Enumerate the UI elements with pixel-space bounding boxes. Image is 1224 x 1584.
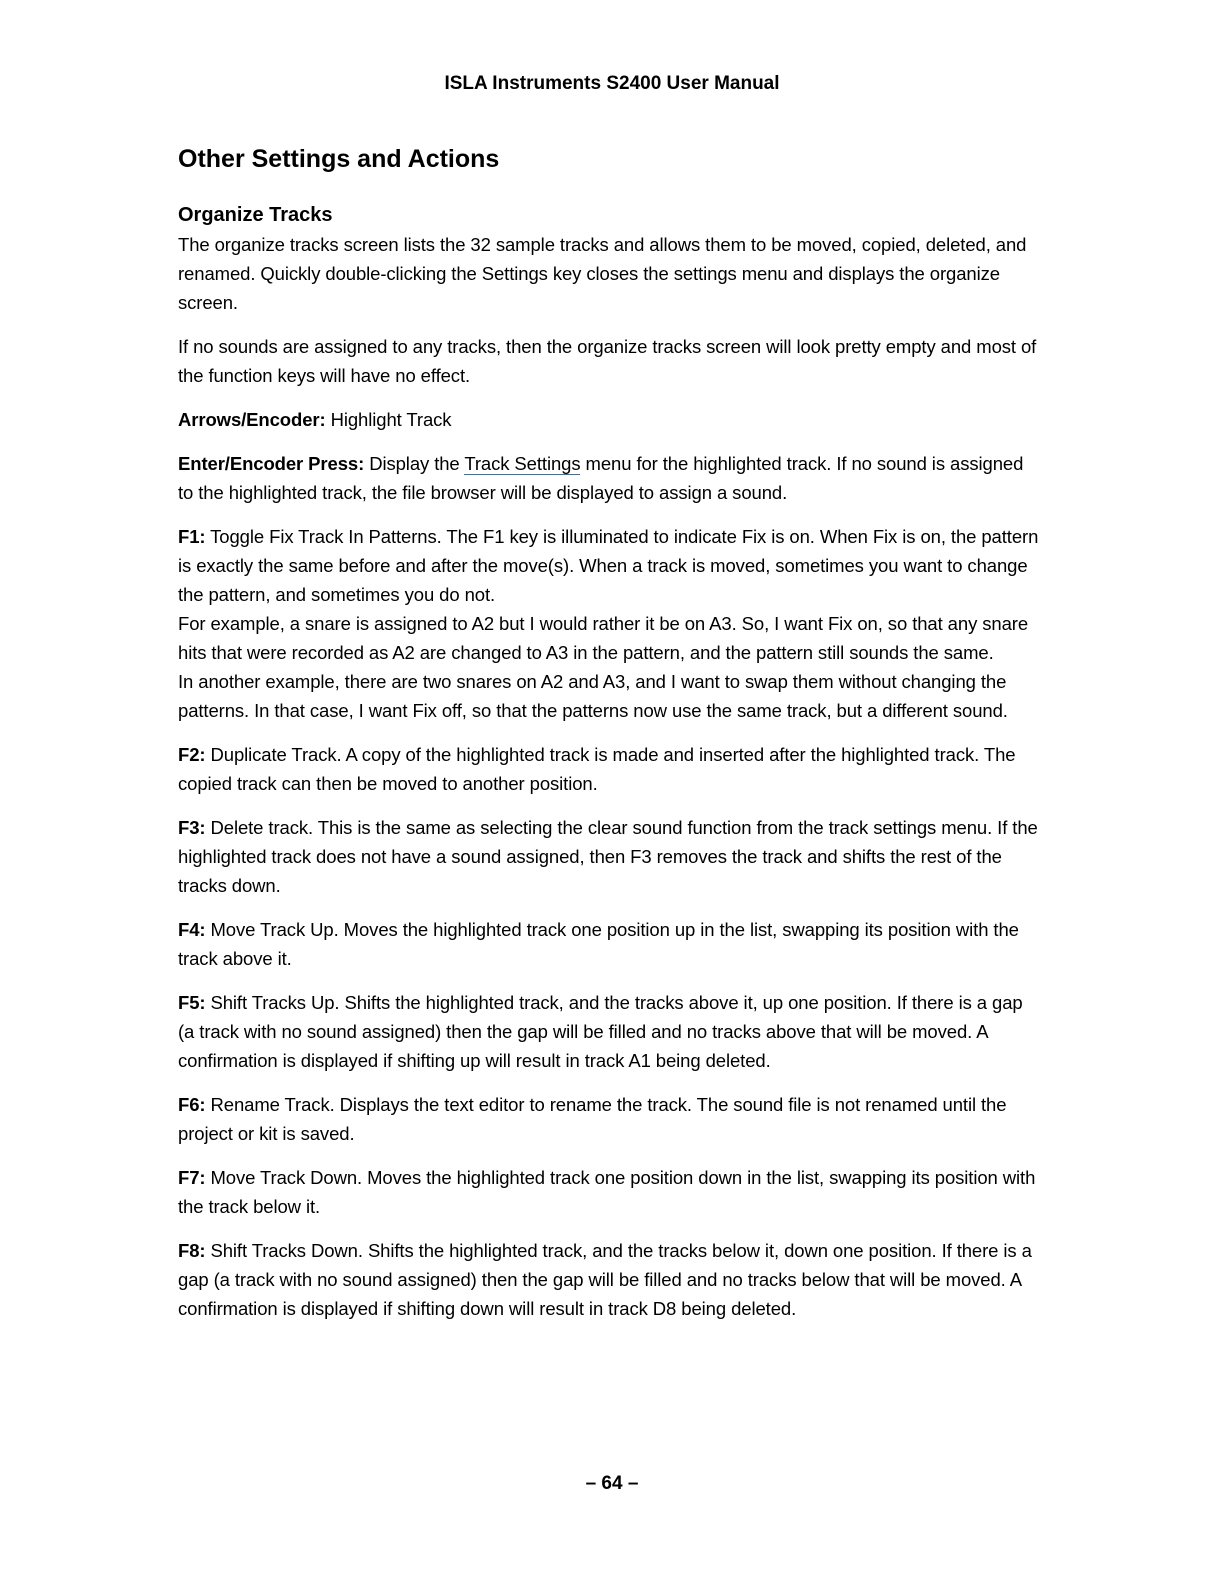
f3-text: Delete track. This is the same as selecting the clear sound function from the track settings menu. If the highlighted track does not have a sound assigned, then F3 removes the track and shifts the rest of the tracks down. [178,817,1038,896]
f8-label: F8: [178,1240,206,1261]
f1-label: F1: [178,526,206,547]
f1-entry [178,522,1040,609]
page-number: – 64 – [585,1473,639,1494]
f5-entry [178,988,1040,1075]
section-title: Other Settings and Actions [178,145,500,173]
f2-entry [178,740,1040,798]
enter-encoder-text-after: menu for the highlighted track. If no sound is assigned to the highlighted track, the file browser will be displayed to assign a sound. [178,453,1024,503]
arrows-encoder-entry [178,405,1040,434]
f1-example-1: For example, a snare is assigned to A2 but I would rather it be on A3. So, I want Fix on, so that any snare hits that were recorded as A2 are changed to A3 in the pattern, and the pattern still sounds the same. [178,613,1029,663]
enter-encoder-label: Enter/Encoder Press: [178,453,365,474]
enter-encoder-text-before: Display the [364,453,465,474]
f5-label: F5: [178,992,206,1013]
enter-encoder-entry [178,449,1040,507]
f6-label: F6: [178,1094,206,1115]
arrows-encoder-label: Arrows/Encoder: [178,409,326,430]
f2-label: F2: [178,744,206,765]
intro-paragraph-1: The organize tracks screen lists the 32 sample tracks and allows them to be moved, copied, deleted, and renamed. Quickly double-clicking the Settings key closes the settings menu and displays the organize screen. [178,234,1027,313]
f4-text: Move Track Up. Moves the highlighted track one position up in the list, swapping its position with the track above it. [178,919,1019,969]
f6-entry [178,1090,1040,1148]
f7-entry [178,1163,1040,1221]
f7-label: F7: [178,1167,206,1188]
arrows-encoder-text: Highlight Track [325,409,452,430]
subsection-title: Organize Tracks [178,204,333,226]
f3-label: F3: [178,817,206,838]
f3-entry [178,813,1040,900]
f4-label: F4: [178,919,206,940]
page-content [178,142,1040,1338]
f8-text: Shift Tracks Down. Shifts the highlighted track, and the tracks below it, down one position. If there is a gap (a track with no sound assigned) then the gap will be filled and no tracks below that will be moved. A confirmation is displayed if shifting down will result in track D8 being deleted. [178,1240,1032,1319]
f2-text: Duplicate Track. A copy of the highlighted track is made and inserted after the highlighted track. The copied track can then be moved to another position. [178,744,1016,794]
f7-text: Move Track Down. Moves the highlighted track one position down in the list, swapping its position with the track below it. [178,1167,1036,1217]
page-header: ISLA Instruments S2400 User Manual [444,73,780,94]
f1-text: Toggle Fix Track In Patterns. The F1 key is illuminated to indicate Fix is on. When Fix is on, the pattern is exactly the same before and after the move(s). When a track is moved, sometimes you want to change the pattern, and sometimes you do not. [178,526,1039,605]
f6-text: Rename Track. Displays the text editor to rename the track. The sound file is not renamed until the project or kit is saved. [178,1094,1007,1144]
f8-entry [178,1236,1040,1323]
f4-entry [178,915,1040,973]
intro-paragraph-2: If no sounds are assigned to any tracks, then the organize tracks screen will look pretty empty and most of the function keys will have no effect. [178,336,1037,386]
track-settings-link[interactable]: Track Settings [464,453,581,474]
f5-text: Shift Tracks Up. Shifts the highlighted track, and the tracks above it, up one position. If there is a gap (a track with no sound assigned) then the gap will be filled and no tracks above that will be moved. A confirmation is displayed if shifting up will result in track A1 being deleted. [178,992,1023,1071]
f1-example-2: In another example, there are two snares on A2 and A3, and I want to swap them without changing the patterns. In that case, I want Fix off, so that the patterns now use the same track, but a different sound. [178,671,1008,721]
